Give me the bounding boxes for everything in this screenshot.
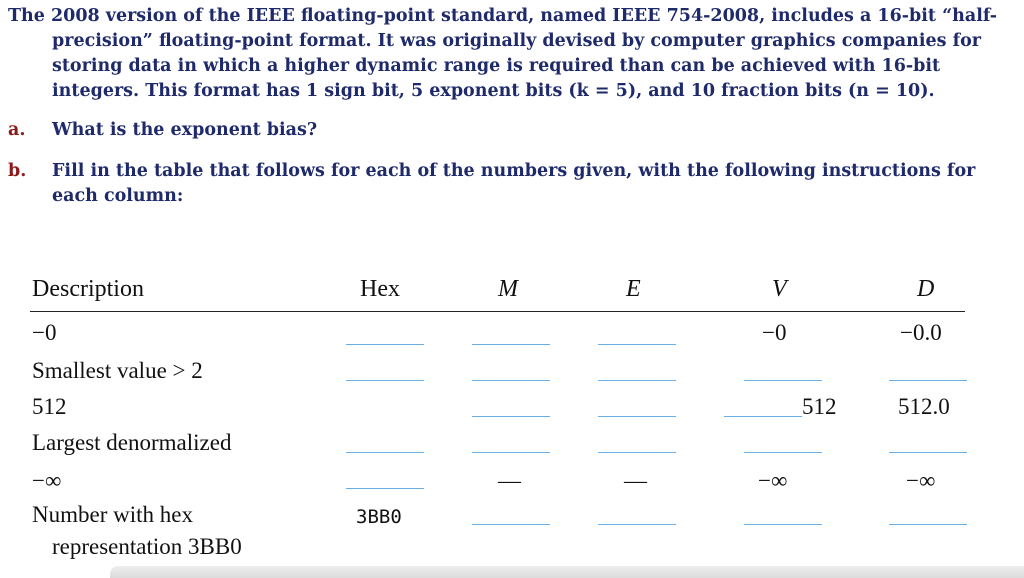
row-neg-inf-description: −∞ (32, 468, 62, 493)
row-hex-3bb0-e-blank[interactable] (598, 524, 676, 525)
row-smallest-d-blank[interactable] (889, 380, 967, 381)
intro-line-2: precision” floating-point format. It was originally devised by computer graphics companies for (52, 31, 982, 51)
row-512-v: 512 (802, 394, 837, 419)
row-neg-inf-e: — (624, 468, 647, 493)
row-smallest-m-blank[interactable] (472, 380, 550, 381)
header-rule (30, 311, 965, 312)
row-neg-zero-e-blank[interactable] (598, 344, 676, 345)
row-neg-zero-hex-blank[interactable] (346, 344, 424, 345)
row-neg-inf-v: −∞ (758, 468, 788, 493)
question-a-letter: a. (8, 120, 26, 140)
question-b-line-1: Fill in the table that follows for each of the numbers given, with the following instructions for (52, 161, 976, 181)
row-hex-3bb0-description-line-2: representation 3BB0 (52, 534, 242, 559)
header-hex: Hex (360, 276, 400, 302)
row-largest-denorm-m-blank[interactable] (472, 452, 550, 453)
row-hex-3bb0-d-blank[interactable] (889, 524, 967, 525)
question-a-text: What is the exponent bias? (52, 120, 318, 140)
header-e: E (626, 276, 641, 302)
problem-statement (8, 4, 998, 104)
row-hex-3bb0-v-blank[interactable] (744, 524, 822, 525)
intro-line-3: storing data in which a higher dynamic range is required than can be achieved with 16-bit (52, 56, 941, 76)
question-b-line-2: each column: (52, 186, 184, 206)
header-description: Description (32, 276, 144, 302)
row-largest-denorm-e-blank[interactable] (598, 452, 676, 453)
row-512-description: 512 (32, 394, 67, 419)
row-neg-zero-v: −0 (762, 320, 787, 345)
row-neg-inf-m: — (498, 468, 521, 493)
header-m: M (498, 276, 518, 302)
row-smallest-hex-blank[interactable] (346, 380, 424, 381)
row-smallest-e-blank[interactable] (598, 380, 676, 381)
row-neg-inf-hex-blank[interactable] (346, 488, 424, 489)
row-smallest-description: Smallest value > 2 (32, 358, 203, 383)
intro-line-4: integers. This format has 1 sign bit, 5 exponent bits (k = 5), and 10 fraction bits (n = 10). (52, 81, 935, 101)
row-neg-zero-description: −0 (32, 320, 57, 345)
row-hex-3bb0-description-line-1: Number with hex (32, 502, 193, 527)
header-d: D (917, 276, 935, 302)
row-largest-denorm-hex-blank[interactable] (346, 452, 424, 453)
row-neg-zero-d: −0.0 (900, 320, 942, 345)
scroll-edge-shadow (110, 566, 1024, 578)
row-512-e-blank[interactable] (598, 416, 676, 417)
row-hex-3bb0-hex: 3BB0 (356, 506, 402, 528)
header-v: V (772, 276, 787, 302)
row-largest-denorm-description: Largest denormalized (32, 430, 232, 455)
row-512-d: 512.0 (898, 394, 950, 419)
row-smallest-v-blank[interactable] (744, 380, 822, 381)
row-neg-inf-d: −∞ (906, 468, 936, 493)
row-512-m-blank[interactable] (472, 416, 550, 417)
row-largest-denorm-v-blank[interactable] (744, 452, 822, 453)
row-neg-zero-m-blank[interactable] (472, 344, 550, 345)
intro-line-1: The 2008 version of the IEEE floating-point standard, named IEEE 754-2008, includes a 16-bit “half- (8, 6, 998, 26)
row-512-v-blank[interactable] (724, 416, 802, 417)
row-hex-3bb0-m-blank[interactable] (472, 524, 550, 525)
row-largest-denorm-d-blank[interactable] (889, 452, 967, 453)
question-b-letter: b. (8, 161, 27, 181)
